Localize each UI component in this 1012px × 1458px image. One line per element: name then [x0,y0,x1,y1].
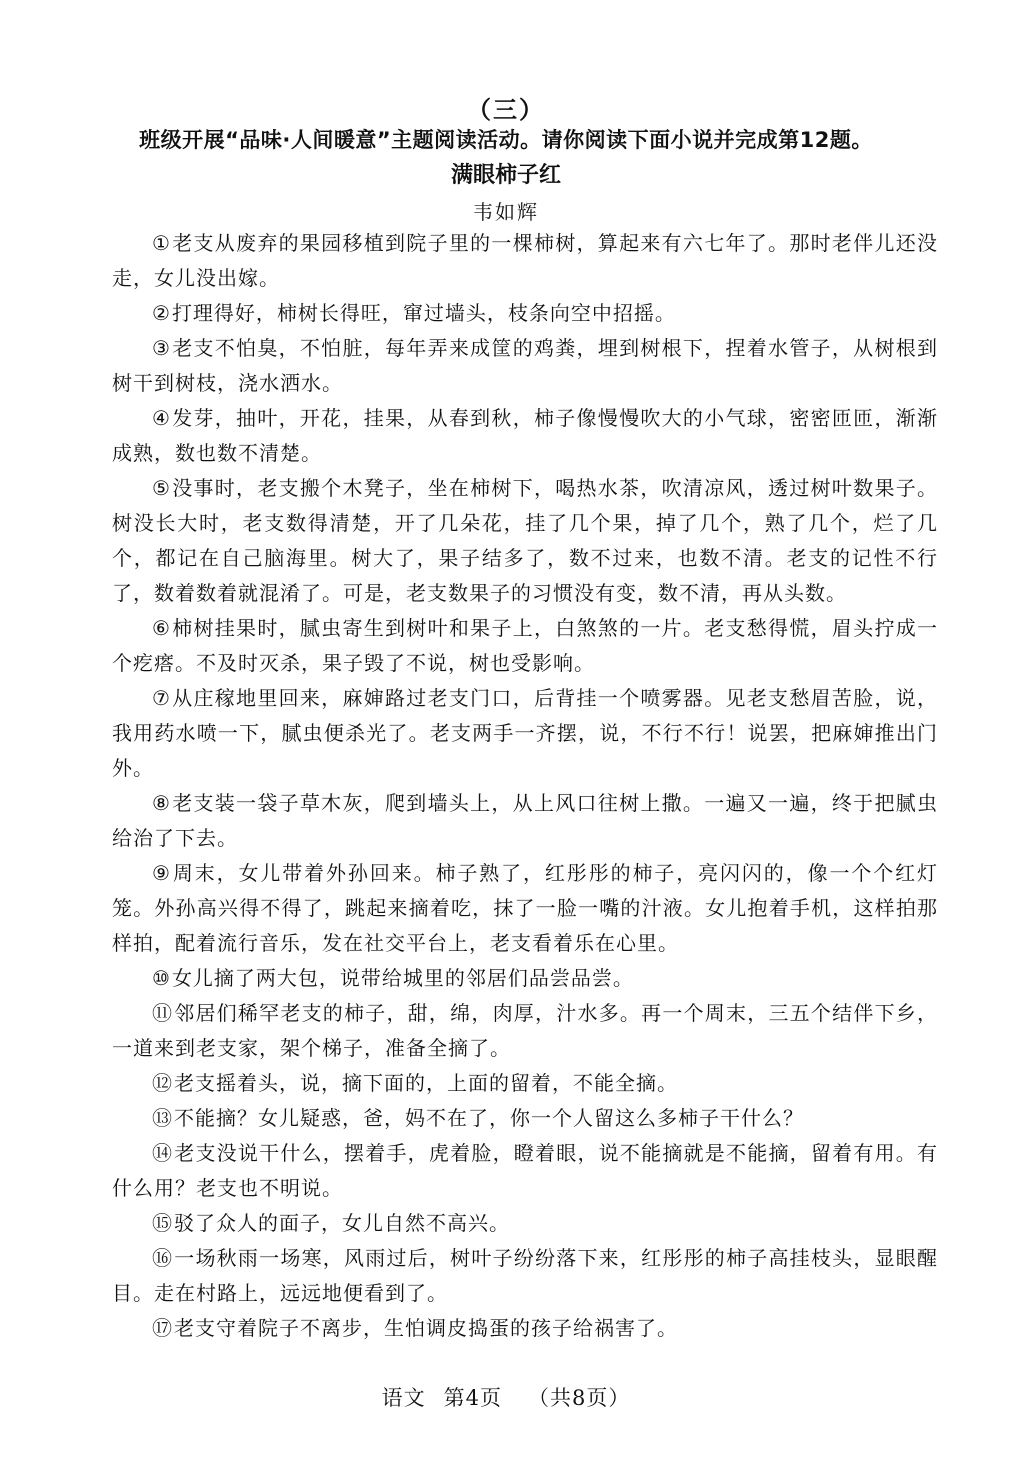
section-number: （三） [467,95,545,124]
story-paragraph [112,1311,938,1346]
paragraph-number: ⑭ [152,1141,174,1165]
story-paragraph [112,1136,938,1206]
story-paragraph [112,786,938,856]
story-paragraph [112,1066,938,1101]
paragraph-number: ⑫ [152,1071,173,1095]
paragraph-text: 老支不怕臭，不怕脏，每年弄来成筐的鸡粪，埋到树根下，捏着水管子，从树根到树干到树枝，浇水洒水。 [112,336,939,395]
paragraph-text: 老支守着院子不离步，生怕调皮捣蛋的孩子给祸害了。 [174,1316,678,1340]
paragraph-text: 周末，女儿带着外孙回来。柿子熟了，红彤彤的柿子，亮闪闪的，像一个个红灯笼。外孙高兴得不得了，跳起来摘着吃，抹了一脸一嘴的汁液。女儿抱着手机，这样拍那样拍，配着流行音乐，发在社交平台上，老支看着乐在心里。 [112,861,939,955]
paragraph-text: 没事时，老支搬个木凳子，坐在柿树下，喝热水茶，吹清凉风，透过树叶数果子。树没长大时，老支数得清楚，开了几朵花，挂了几个果，掉了几个，熟了几个，烂了几个，都记在自己脑海里。树大了，果子结多了，数不过来，也数不清。老支的记性不行了，数着数着就混淆了。可是，老支数果子的习惯没有变，数不清，再从头数。 [112,476,939,605]
paragraph-text: 老支从废弃的果园移植到院子里的一棵柿树，算起来有六七年了。那时老伴儿还没走，女儿没出嫁。 [112,231,939,290]
story-paragraph [112,1101,938,1136]
paragraph-number: ⑥ [152,616,172,640]
paragraph-number: ⑪ [152,1001,174,1025]
footer-page-number: 第4页 [443,1386,502,1410]
paragraph-text: 打理得好，柿树长得旺，窜过墙头，枝条向空中招摇。 [171,301,676,325]
paragraph-number: ⑤ [152,476,172,500]
story-paragraph [112,681,938,786]
story-paragraph [112,1241,938,1311]
story-paragraph [112,331,938,401]
paragraph-text: 老支没说干什么，摆着手，虎着脸，瞪着眼，说不能摘就是不能摘，留着有用。有什么用？老支也不明说。 [112,1141,939,1200]
story-paragraph [112,996,938,1066]
paragraph-number: ① [152,231,172,255]
footer-total-pages: （共8页） [528,1386,631,1410]
story-paragraph [112,961,938,996]
footer-subject: 语文 [381,1386,426,1410]
paragraph-number: ④ [152,406,172,430]
paragraph-text: 老支装一袋子草木灰，爬到墙头上，从上风口往树上撒。一遍又一遍，终于把腻虫给治了下去。 [112,791,939,850]
paragraph-text: 一场秋雨一场寒，风雨过后，树叶子纷纷落下来，红彤彤的柿子高挂枝头，显眼醒目。走在村路上，远远地便看到了。 [112,1246,939,1305]
story-author: 韦如辉 [473,200,539,224]
paragraph-text: 从庄稼地里回来，麻婶路过老支门口，后背挂一个喷雾器。见老支愁眉苦脸，说，我用药水喷一下，腻虫便杀光了。老支两手一齐摆，说，不行不行！说罢，把麻婶推出门外。 [112,686,939,780]
reading-instructions: 班级开展“品味·人间暖意”主题阅读活动。请你阅读下面小说并完成第12题。 [139,128,873,152]
paragraph-text: 老支摇着头，说，摘下面的，上面的留着，不能全摘。 [174,1071,678,1095]
paragraph-number: ⑦ [152,686,172,710]
story-paragraph [112,296,938,331]
paragraph-number: ③ [152,336,172,360]
paragraph-text: 发芽，抽叶，开花，挂果，从春到秋，柿子像慢慢吹大的小气球，密密匝匝，渐渐成熟，数也数不清楚。 [112,406,939,465]
page-footer [0,1382,1012,1412]
story-paragraph [112,401,938,471]
story-paragraph [112,226,938,296]
paragraph-text: 邻居们稀罕老支的柿子，甜，绵，肉厚，汁水多。再一个周末，三五个结伴下乡，一道来到老支家，架个梯子，准备全摘了。 [112,1001,939,1060]
story-body [112,226,938,1346]
paragraph-text: 驳了众人的面子，女儿自然不高兴。 [174,1211,510,1235]
paragraph-number: ② [152,301,171,325]
paragraph-number: ⑧ [152,791,172,815]
paragraph-text: 柿树挂果时，腻虫寄生到树叶和果子上，白煞煞的一片。老支愁得慌，眉头拧成一个疙瘩。不及时灭杀，果子毁了不说，树也受影响。 [112,616,939,675]
paragraph-number: ⑰ [152,1316,173,1340]
story-title: 满眼柿子红 [450,163,561,188]
story-paragraph [112,471,938,611]
paragraph-number: ⑮ [152,1211,173,1235]
paragraph-number: ⑯ [152,1246,174,1270]
story-paragraph [112,1206,938,1241]
paragraph-text: 不能摘？女儿疑惑，爸，妈不在了，你一个人留这么多柿子干什么？ [174,1106,804,1130]
story-paragraph [112,856,938,961]
paragraph-number: ⑬ [152,1106,173,1130]
story-paragraph [112,611,938,681]
paragraph-text: 女儿摘了两大包，说带给城里的邻居们品尝品尝。 [171,966,634,990]
paragraph-number: ⑩ [152,966,171,990]
paragraph-number: ⑨ [152,861,172,885]
